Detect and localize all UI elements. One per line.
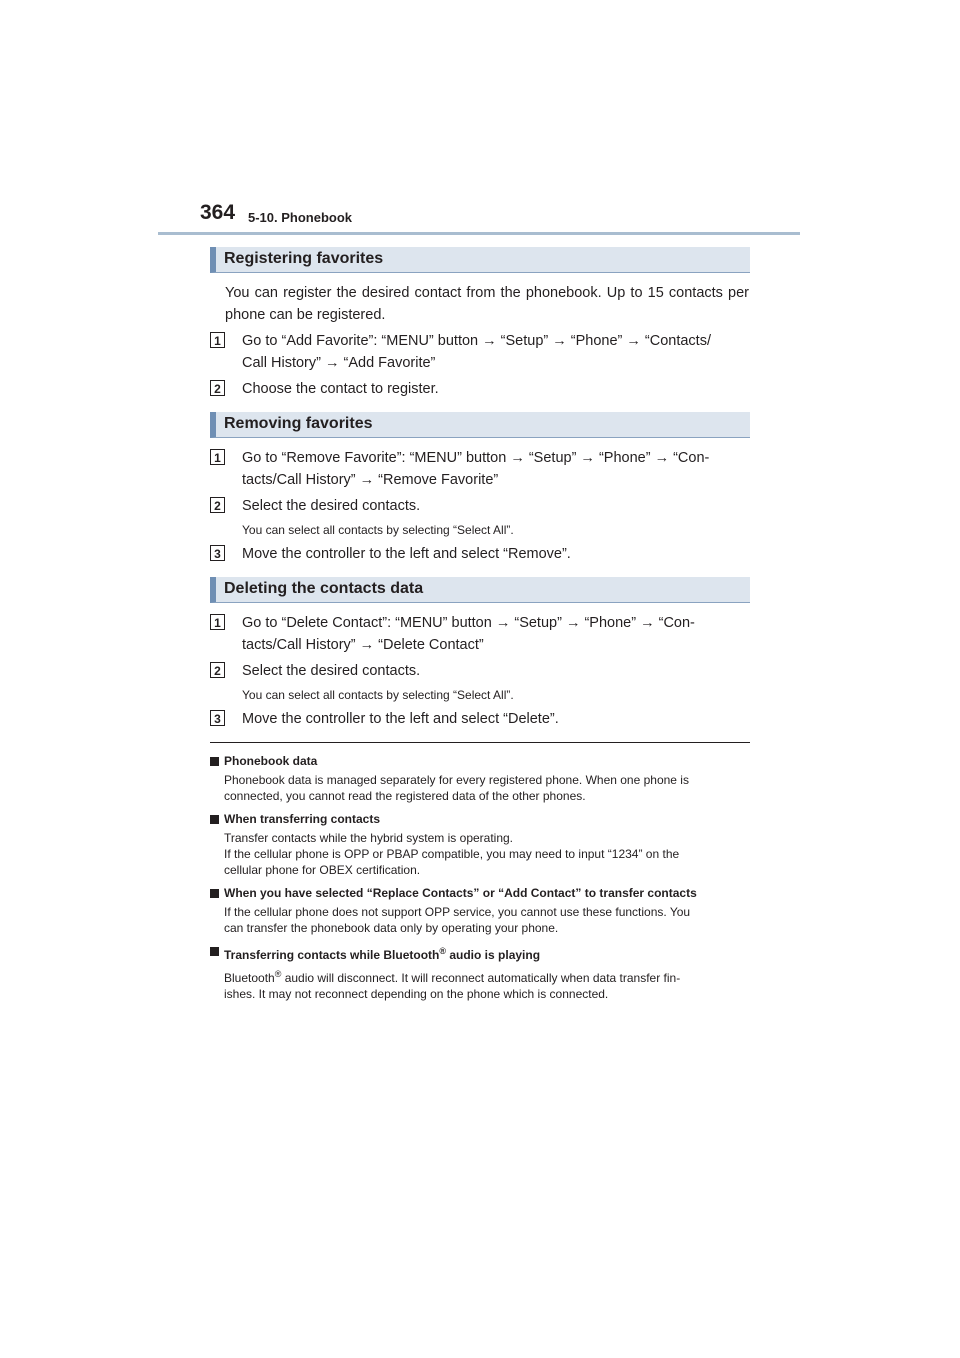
step-text — [242, 447, 750, 491]
info-line: cellular phone for OBEX certification. — [224, 863, 421, 877]
step-line: Go to “Remove Favorite”: “MENU” button → “Setup” → “Phone” → “Con- — [242, 450, 710, 466]
info-body — [210, 904, 750, 936]
info-title-text: When transferring contacts — [224, 812, 381, 826]
step-text: Select the desired contacts. — [242, 663, 421, 679]
info-text: Bluetooth — [224, 971, 275, 985]
section-intro: You can register the desired contact from the phonebook. Up to 15 contacts per phone can be registered. — [225, 285, 749, 323]
step-line: tacts/Call History” → “Remove Favorite” — [242, 472, 499, 488]
info-bluetooth-audio — [210, 943, 750, 1002]
info-body — [210, 772, 750, 804]
info-line: can transfer the phonebook data only by operating your phone. — [224, 921, 559, 935]
square-bullet-icon — [210, 815, 219, 824]
section-title: Removing favorites — [224, 415, 373, 432]
registered-mark: ® — [274, 969, 282, 979]
info-transferring — [210, 811, 750, 878]
step-line: Go to “Add Favorite”: “MENU” button → “Setup” → “Phone” → “Contacts/ — [242, 333, 711, 349]
step-text — [242, 330, 750, 374]
step-number: 2 — [210, 662, 225, 678]
step-text: Move the controller to the left and select “Delete”. — [242, 711, 559, 727]
page-number: 364 — [200, 201, 236, 224]
info-line: If the cellular phone does not support OPP service, you cannot use these functions. You — [224, 905, 691, 919]
step-number: 1 — [210, 614, 225, 630]
info-title-text: Phonebook data — [224, 754, 318, 768]
info-line — [224, 966, 750, 986]
step-number: 3 — [210, 545, 225, 561]
step-text: Choose the contact to register. — [242, 381, 439, 397]
chapter-title: 5-10. Phonebook — [248, 210, 353, 225]
info-replace-contacts — [210, 885, 750, 936]
step-note: You can select all contacts by selecting “Select All”. — [242, 523, 514, 537]
info-title — [210, 811, 750, 827]
header-rule — [158, 232, 800, 235]
info-line: Transfer contacts while the hybrid system is operating. — [224, 831, 514, 845]
info-phonebook-data — [210, 753, 750, 804]
info-line: If the cellular phone is OPP or PBAP compatible, you may need to input “1234” on the — [224, 847, 680, 861]
step-number: 2 — [210, 380, 225, 396]
step-number: 1 — [210, 332, 225, 348]
divider — [210, 742, 750, 743]
section-heading-registering — [210, 247, 750, 273]
step-text — [242, 612, 750, 656]
section-title: Registering favorites — [224, 250, 384, 267]
info-title — [210, 753, 750, 769]
step-number: 1 — [210, 449, 225, 465]
step-line: tacts/Call History” → “Delete Contact” — [242, 637, 484, 653]
square-bullet-icon — [210, 947, 219, 956]
step-number: 3 — [210, 710, 225, 726]
info-body — [210, 966, 750, 1002]
step-number: 2 — [210, 497, 225, 513]
step-note: You can select all contacts by selecting “Select All”. — [242, 688, 514, 702]
square-bullet-icon — [210, 757, 219, 766]
registered-mark: ® — [439, 946, 447, 956]
step-line: Call History” → “Add Favorite” — [242, 355, 436, 371]
section-title: Deleting the contacts data — [224, 580, 424, 597]
section-heading-removing — [210, 412, 750, 438]
info-body — [210, 830, 750, 878]
step-text: Move the controller to the left and select “Remove”. — [242, 546, 571, 562]
info-line: Phonebook data is managed separately for every registered phone. When one phone is — [224, 773, 689, 787]
info-title-text: Transferring contacts while Bluetooth — [224, 948, 440, 962]
info-title — [210, 885, 750, 901]
info-line: connected, you cannot read the registered data of the other phones. — [224, 789, 586, 803]
info-text: audio will disconnect. It will reconnect automatically when data transfer fin- — [281, 971, 681, 985]
info-title-text: audio is playing — [446, 948, 541, 962]
section-heading-deleting — [210, 577, 750, 603]
info-title-text: When you have selected “Replace Contacts” or “Add Contact” to transfer contacts — [224, 886, 697, 900]
square-bullet-icon — [210, 889, 219, 898]
step-line: Go to “Delete Contact”: “MENU” button → “Setup” → “Phone” → “Con- — [242, 615, 695, 631]
info-title — [210, 943, 750, 963]
step-text: Select the desired contacts. — [242, 498, 421, 514]
info-line: ishes. It may not reconnect depending on the phone which is connected. — [224, 987, 609, 1001]
